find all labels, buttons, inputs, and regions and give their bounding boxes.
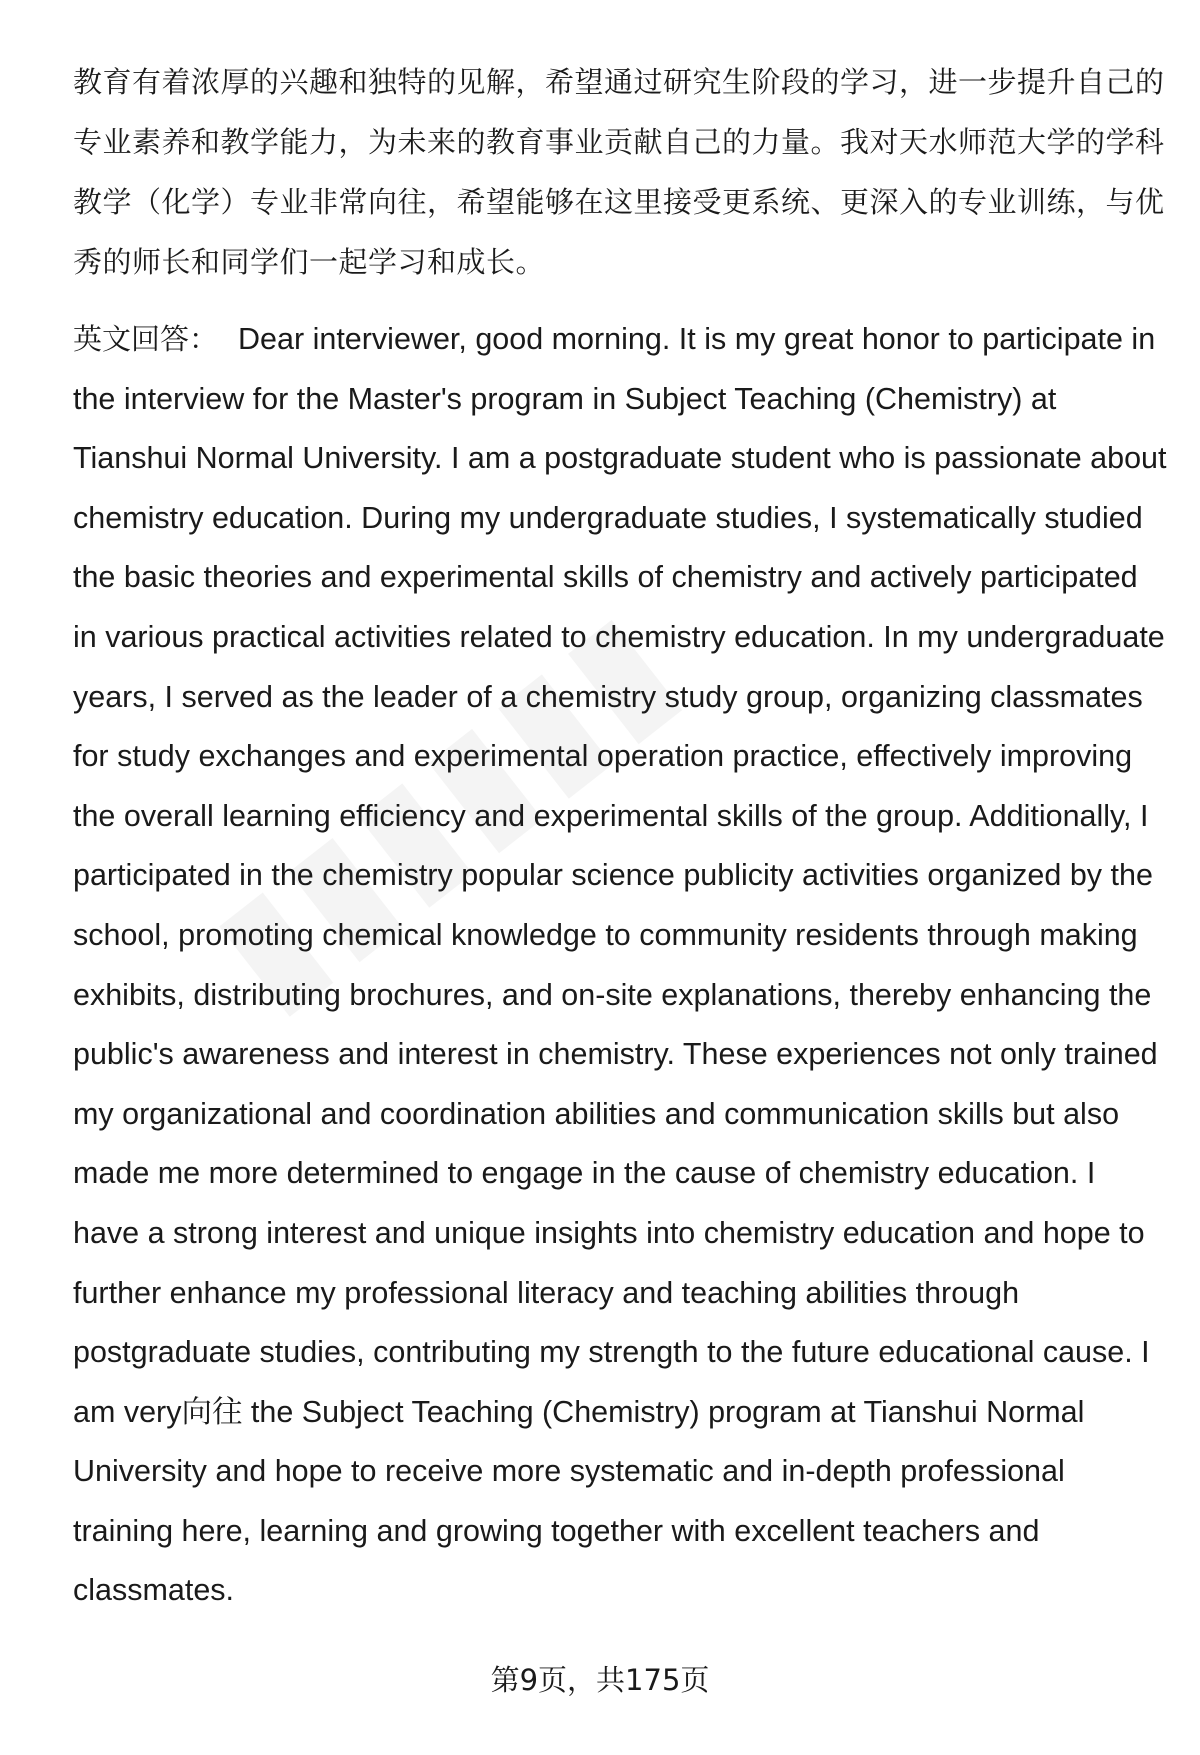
page-number: 第9页，共175页 [490,1663,710,1697]
english-answer-paragraph [73,310,1168,1621]
english-answer-text: Dear interviewer, good morning. It is my great honor to participate in the interview for the Master's program in Subject Teaching (Chemistry) at Tianshui Normal University. I am a postgraduate student who is passionate about chemistry education. During my undergraduate studies, I systematically studied the basic theories and experimental skills of chemistry and actively participated in various practical activities related to chemistry education. In my undergraduate years, I served as the leader of a chemistry study group, organizing classmates for study exchanges and experimental operation practice, effectively improving the overall learning efficiency and experimental skills of the group. Additionally, I participated in the chemistry popular science publicity activities organized by the school, promoting chemical knowledge to community residents through making exhibits, distributing brochures, and on-site explanations, thereby enhancing the public's awareness and interest in chemistry. These experiences not only trained my organizational and coordination abilities and communication skills but also made me more determined to engage in the cause of chemistry education. I have a strong interest and unique insights into chemistry education and hope to further enhance my professional literacy and teaching abilities through postgraduate studies, contributing my strength to the future educational cause. I am very向往 the Subject Teaching (Chemistry) program at Tianshui Normal University and hope to receive more systematic and in-depth professional training here, learning and growing together with excellent teachers and classmates. [73,322,1167,1608]
page-content [73,52,1168,1621]
chinese-paragraph: 教育有着浓厚的兴趣和独特的见解，希望通过研究生阶段的学习，进一步提升自己的专业素养和教学能力，为未来的教育事业贡献自己的力量。我对天水师范大学的学科教学（化学）专业非常向往，希望能够在这里接受更系统、更深入的专业训练，与优秀的师长和同学们一起学习和成长。 [73,65,1165,279]
english-answer-label: 英文回答： [73,322,219,356]
